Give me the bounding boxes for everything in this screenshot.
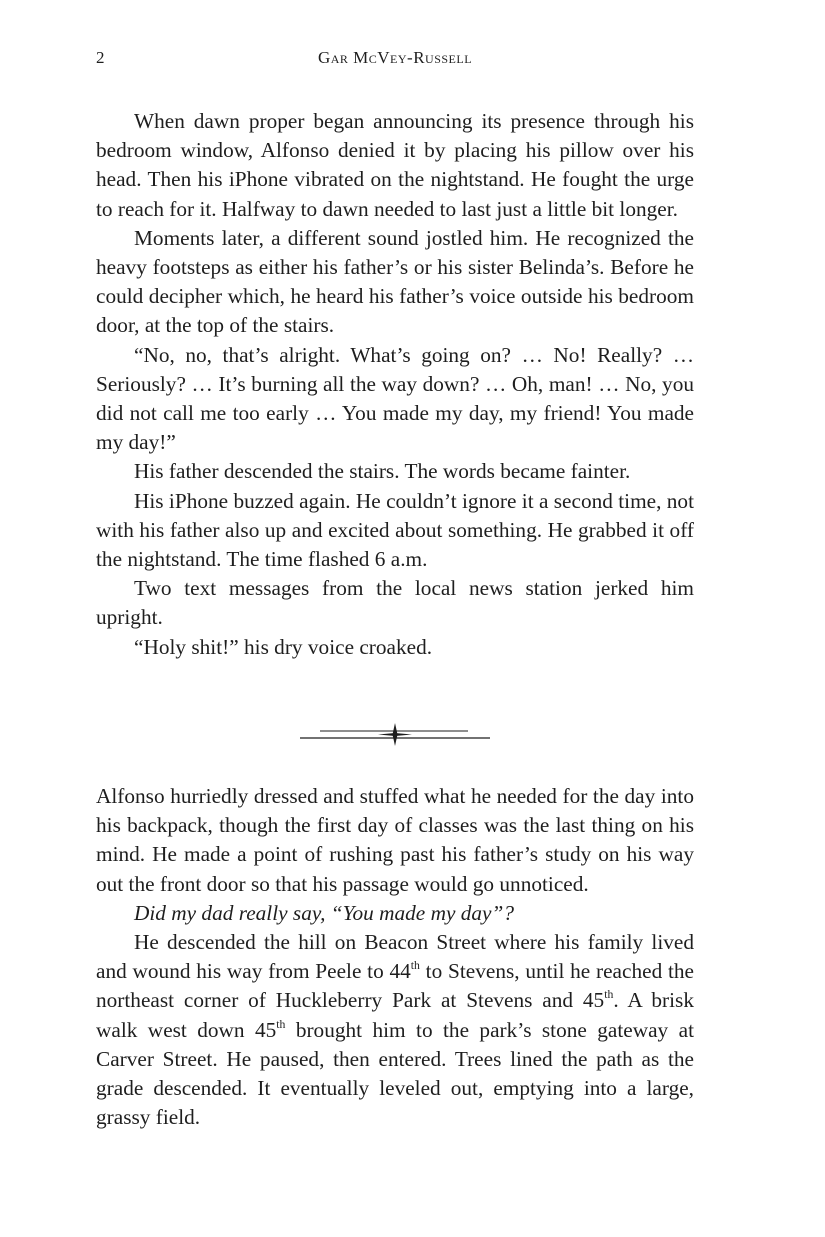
running-head	[96, 48, 694, 72]
text-run: . A brisk walk west down 45	[96, 988, 694, 1042]
italic-thought: Did my dad really say, “You made my day”?	[134, 900, 514, 925]
ordinal-suffix: th	[604, 988, 614, 1002]
text-run: brought him to the park’s stone gateway at Carver Street. He paused, then entered. Trees lined the path as the grade descended. It eventually leveled out, emptying into a large, grassy field.	[96, 1017, 694, 1130]
paragraph: Alfonso hurriedly dressed and stuffed what he needed for the day into his backpack, though the first day of classes was the last thing on his mind. He made a point of rushing past his father’s study on his way out the front door so that his passage would go unnoticed.	[96, 784, 694, 896]
paragraph: His iPhone buzzed again. He couldn’t ignore it a second time, not with his father also up and excited about something. He grabbed it off the nightstand. The time flashed 6 a.m.	[96, 488, 694, 572]
paragraph: “Holy shit!” his dry voice croaked.	[134, 634, 433, 659]
paragraph: Two text messages from the local news station jerked him upright.	[96, 576, 694, 630]
text-run: He descended the hill on Beacon Street where his family lived and wound his way from Peele to 44	[96, 930, 694, 984]
paragraph: Moments later, a different sound jostled him. He recognized the heavy footsteps as either his father’s or his sister Belinda’s. Before he could decipher which, he heard his father’s voice outside his bedroom door, at the top of the stairs.	[96, 225, 694, 338]
section-break-ornament-icon	[300, 722, 490, 750]
section-1-text	[96, 107, 694, 662]
text-run: to Stevens, until he reached the northeast corner of Huckleberry Park at Stevens and 45	[96, 959, 694, 1013]
paragraph: When dawn proper began announcing its presence through his bedroom window, Alfonso denied it by placing his pillow over his head. Then his iPhone vibrated on the nightstand. He fought the urge to reach for it. Halfway to dawn needed to last just a little bit longer.	[96, 109, 694, 221]
ordinal-suffix: th	[276, 1017, 286, 1031]
paragraph: His father descended the stairs. The words became fainter.	[134, 459, 631, 484]
section-2-text	[96, 782, 694, 1132]
author-name: Gar McVey-Russell	[317, 48, 473, 67]
paragraph	[96, 928, 694, 1132]
ordinal-suffix: th	[410, 959, 420, 973]
paragraph: “No, no, that’s alright. What’s going on? … No! Really? … Seriously? … It’s burning all the way down? … Oh, man! … No, you did not call me too early … You made my day, my friend! You made my day!”	[96, 342, 694, 455]
page-number: 2	[96, 48, 105, 67]
